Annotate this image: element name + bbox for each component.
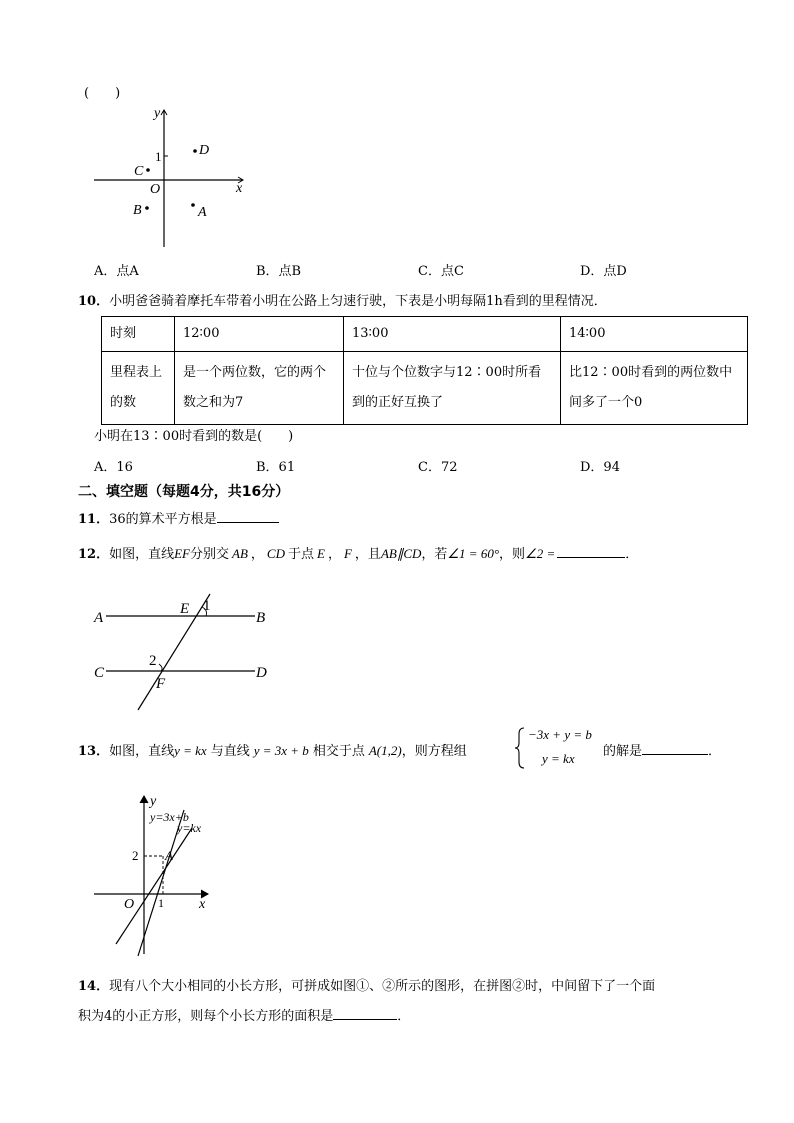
y-axis-arrow (140, 796, 148, 803)
q13-text4: ，则方程组 (401, 744, 467, 759)
table-row (102, 317, 748, 352)
q13-number: 13． (78, 744, 110, 759)
q13-answer-blank[interactable] (642, 754, 708, 755)
label-angle-1: 1 (203, 598, 211, 614)
point-b-label: B (133, 203, 142, 218)
origin-label: O (124, 897, 135, 912)
section-heading: 二、填空题（每题4分，共16分） (78, 484, 290, 500)
table-cell: 12∶00 (175, 317, 344, 352)
q12-point-e: E (317, 546, 325, 561)
q13-system-brace (514, 726, 526, 770)
q13-figure (88, 790, 218, 960)
q12-number: 12． (78, 547, 110, 562)
q12-line-ef: EF (174, 546, 190, 561)
q10-option-d[interactable]: D．94 (580, 460, 620, 475)
origin-label: O (150, 182, 161, 197)
q12-end: ． (625, 547, 639, 562)
table-cell: 里程表上的数 (102, 352, 175, 425)
label-e: E (180, 601, 190, 617)
q13-text2: 与直线 (210, 744, 250, 759)
q13-equation-2: y = kx (542, 751, 575, 766)
q12-figure (90, 592, 280, 717)
table-cell: 比12∶00时看到的两位数中间多了一个0 (561, 352, 748, 425)
q11-text: 36的算术平方根是 (109, 512, 217, 527)
table-cell: 14∶00 (561, 317, 748, 352)
q12-line-ab: AB (232, 546, 248, 561)
q12-point-f: F (343, 546, 352, 561)
q11 (78, 508, 279, 527)
q10-stem (78, 290, 607, 309)
q12-text6: ，则 (499, 547, 526, 562)
tick-one-label: 1 (158, 896, 164, 910)
label-a: A (94, 610, 104, 626)
q12-text5: ，若 (421, 547, 448, 562)
point-c-label: C (134, 164, 144, 179)
q14-line2 (78, 1005, 410, 1024)
tick-one-label: 1 (155, 149, 162, 164)
q14-number: 14． (78, 979, 110, 994)
q9-option-c[interactable]: C．点C (418, 264, 464, 279)
point-b (145, 206, 149, 210)
q12-parallel: AB∥CD (380, 546, 422, 561)
q9-option-d[interactable]: D．点D (580, 264, 627, 279)
table-cell: 13∶00 (344, 317, 561, 352)
q11-answer-blank[interactable] (217, 522, 279, 523)
point-a-label: A (165, 848, 173, 863)
q13-text5: 的解是 (603, 744, 643, 759)
label-d: D (256, 665, 267, 681)
q12-comma: ， (250, 547, 264, 562)
q12-text3: 于点 (287, 547, 314, 562)
y-axis-label: y (150, 794, 157, 809)
q12-answer-blank[interactable] (557, 557, 625, 558)
point-d-label: D (199, 143, 210, 158)
label-c: C (94, 665, 105, 681)
q11-number: 11． (78, 512, 110, 527)
q14-text1: 现有八个大小相同的小长方形，可拼成如图①、②所示的图形，在拼图②时，中间留下了一个面 (109, 979, 656, 994)
q13-line2: y = 3x + b (253, 743, 309, 758)
label-angle-2: 2 (149, 653, 157, 669)
line-kx (116, 828, 192, 944)
point-c (146, 168, 150, 172)
angle-2-arc (159, 664, 162, 671)
q12-text4: ，且 (354, 547, 381, 562)
q13-equation-1: −3x + y = b (528, 727, 592, 742)
q14-text2: 积为4的小正方形，则每个小长方形的面积是 (78, 1009, 334, 1024)
q12-angle1: ∠1 = 60° (447, 546, 500, 561)
q12-angle2: ∠2 = (525, 546, 556, 561)
q14-answer-blank[interactable] (333, 1019, 397, 1020)
q12-stem (78, 543, 638, 562)
label-b: B (256, 610, 266, 626)
q13-point: A(1,2) (368, 743, 402, 758)
y-axis-label: y (154, 106, 161, 121)
q12-line-cd: CD (266, 546, 285, 561)
q13-stem (78, 740, 467, 759)
table-row (102, 352, 748, 425)
q12-text1: 如图，直线 (109, 547, 175, 562)
q13-line1: y = kx (174, 743, 207, 758)
q12-comma2: ， (327, 547, 341, 562)
point-a-label: A (198, 205, 207, 220)
line1-label: y=3x+b (150, 810, 189, 824)
q9-coordinate-graph (88, 100, 258, 255)
line-ef (138, 594, 210, 710)
q13-text1: 如图，直线 (109, 744, 175, 759)
table-cell: 时刻 (102, 317, 175, 352)
tick-two-label: 2 (132, 848, 139, 863)
q10-text: 小明爸爸骑着摩托车带着小明在公路上匀速行驶，下表是小明每隔1h看到的里程情况． (109, 294, 607, 309)
label-f: F (156, 676, 166, 692)
table-cell: 十位与个位数字与12∶00时所看到的正好互换了 (344, 352, 561, 425)
q14-end: ． (397, 1009, 411, 1024)
q9-option-b[interactable]: B．点B (256, 264, 302, 279)
q13-tail (603, 740, 721, 759)
q10-option-a[interactable]: A．16 (94, 460, 133, 475)
q10-option-c[interactable]: C．72 (418, 460, 458, 475)
q14-line1 (78, 975, 655, 994)
x-axis-label: x (236, 181, 243, 196)
q9-answer-paren: ( ) (84, 86, 121, 101)
point-d (193, 149, 197, 153)
q9-option-a[interactable]: A．点A (94, 264, 139, 279)
table-cell: 是一个两位数，它的两个数之和为7 (175, 352, 344, 425)
q13-end: ． (708, 744, 722, 759)
q10-ask: 小明在13∶00时看到的数是( ) (94, 429, 294, 444)
line2-label: y=kx (177, 821, 202, 835)
x-axis-label: x (199, 897, 206, 912)
q10-number: 10． (78, 294, 110, 309)
point-a (191, 203, 195, 207)
q10-table (101, 316, 748, 425)
q10-option-b[interactable]: B．61 (256, 460, 296, 475)
q13-text3: 相交于点 (312, 744, 365, 759)
q12-text2: 分别交 (190, 547, 230, 562)
